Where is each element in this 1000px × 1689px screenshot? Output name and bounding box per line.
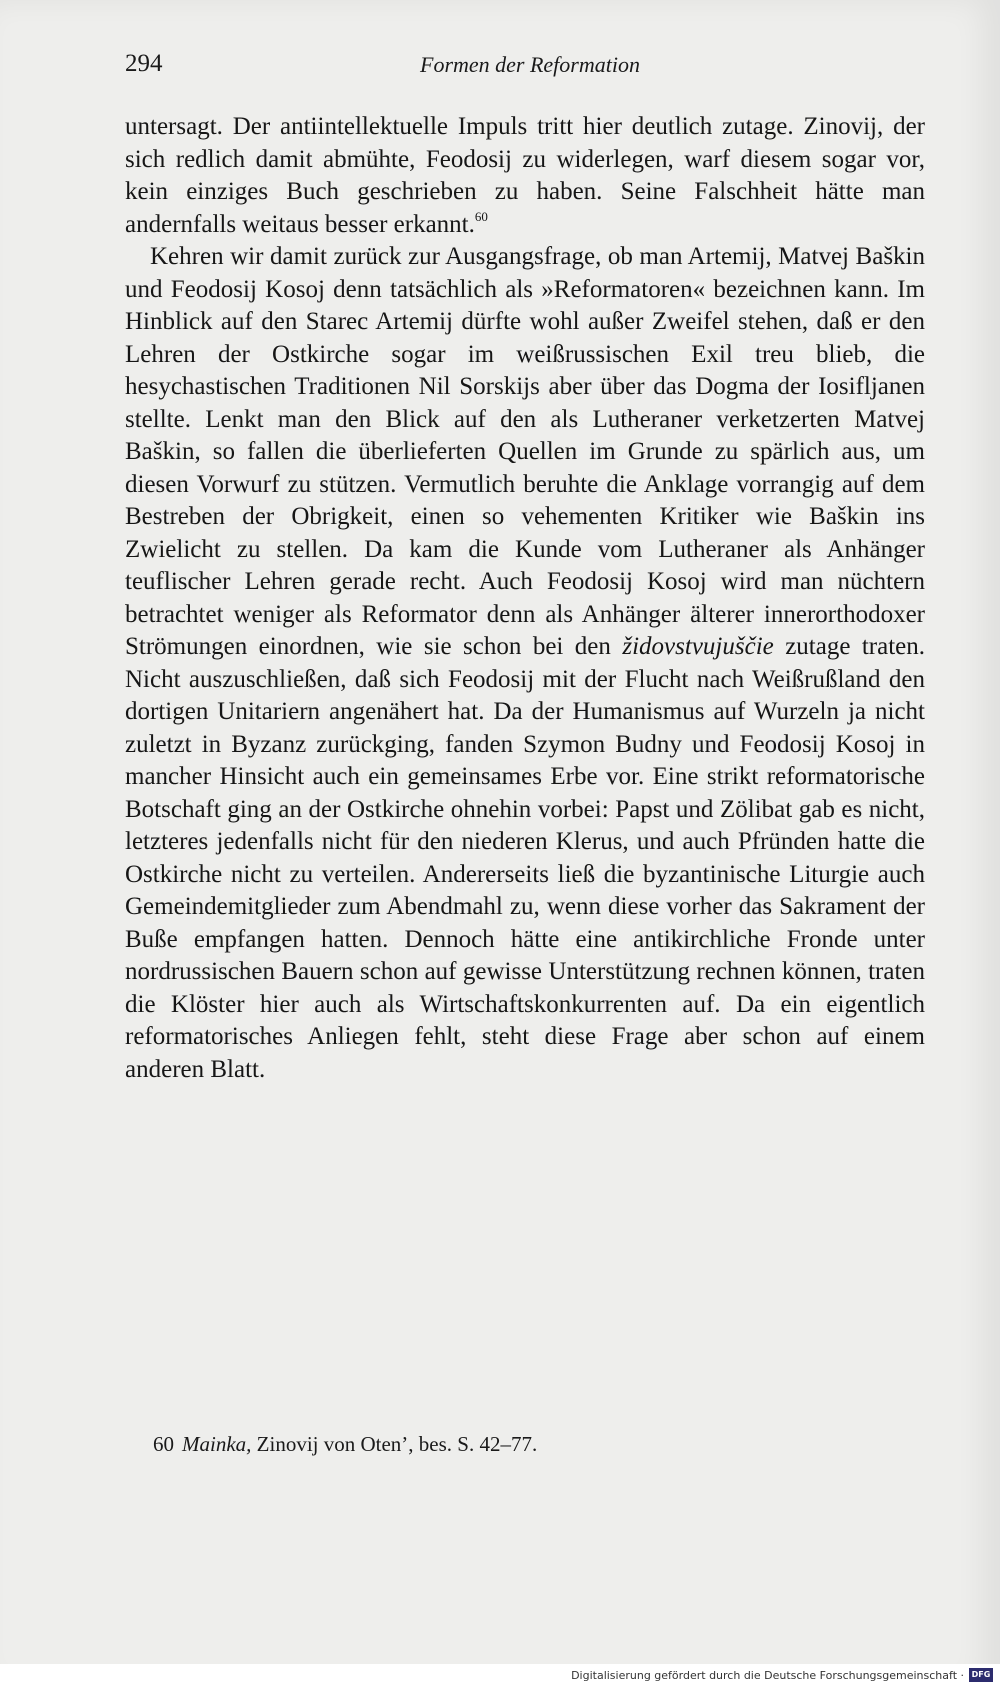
- digitization-footer: [0, 1664, 1000, 1689]
- footnote-author: Mainka,: [182, 1432, 252, 1456]
- footnote-text: Zinovij von Oten’, bes. S. 42–77.: [256, 1432, 538, 1456]
- dfg-logo-icon: DFG: [969, 1668, 993, 1682]
- paragraph-2-text-b: zutage traten. Nicht auszuschließen, daß sich Feodosij mit der Flucht nach Weißrußland den dortigen Unitariern angenähert hat. Da der Humanismus auf Wurzeln ja nicht zuletzt in Byzanz zurückging, fanden Szymon Budny und Feodosij Kosoj in mancher Hinsicht auch ein gemeinsames Erbe vor. Eine strikt reformatorische Botschaft ging an der Ostkirche ohnehin vorbei: Papst und Zölibat gab es nicht, letzteres jedenfalls nicht für den niederen Klerus, und auch Pfründen hatte die Ostkirche nicht zu verteilen. Andererseits ließ die byzantinische Liturgie auch Gemeindemitglieder zum Abendmahl zu, wenn diese vorher das Sakrament der Buße empfangen hatten. Dennoch hätte eine antikirchliche Fronde unter nordrussischen Bauern schon auf gewisse Unterstützung rechnen können, traten die Klöster hier auch als Wirtschaftskonkurrenten auf. Da ein eigentlich reformatorisches Anliegen fehlt, steht diese Frage aber schon auf einem anderen Blatt.: [125, 633, 926, 1083]
- paragraph-1: [125, 111, 925, 241]
- page-header: [125, 50, 925, 80]
- footnote-number: 60: [153, 1432, 174, 1456]
- paragraph-2-text-a: Kehren wir damit zurück zur Ausgangsfrage, ob man Artemij, Matvej Baškin und Feodosij Kosoj denn tatsächlich als »Reformatoren« bezeichnen kann. Im Hinblick auf den Starec Artemij dürfte wohl außer Zweifel stehen, daß er den Lehren der Ostkirche sogar im weißrussischen Exil treu blieb, die hesychastischen Traditionen Nil Sorskijs aber über das Dogma der Iosifljanen stellte. Lenkt man den Blick auf den als Lutheraner verketzerten Matvej Baškin, so fallen die überlieferten Quellen im Grunde zu spärlich aus, um diesen Vorwurf zu stützen. Vermutlich beruhte die Anklage vorrangig auf dem Bestreben der Obrigkeit, einen so vehementen Kritiker wie Baškin ins Zwielicht zu stellen. Da kam die Kunde vom Lutheraner als Anhänger teuflischer Lehren gerade recht. Auch Feodosij Kosoj wird man nüchtern betrachtet weniger als Reformator denn als Anhänger älterer innerorthodoxer Strömungen einordnen, wie sie schon bei den: [125, 243, 925, 660]
- digitization-credit: Digitalisierung gefördert durch die Deutsche Forschungsgemeinschaft ·: [571, 1669, 964, 1682]
- paragraph-1-text: untersagt. Der antiintellektuelle Impuls tritt hier deutlich zutage. Zinovij, der sich redlich damit abmühte, Feodosij zu widerlegen, warf diesem sogar vor, kein einziges Buch geschrieben zu haben. Seine Falschheit hätte man andernfalls weitaus besser erkannt.: [125, 113, 925, 238]
- running-title: Formen der Reformation: [420, 52, 640, 77]
- footnote: [153, 1432, 537, 1457]
- footnote-reference: 60: [474, 208, 488, 224]
- paragraph-2: [125, 241, 925, 1086]
- body-text: [125, 111, 925, 1086]
- italic-term: židovstvujuščie: [622, 633, 774, 660]
- page-number: 294: [125, 50, 163, 77]
